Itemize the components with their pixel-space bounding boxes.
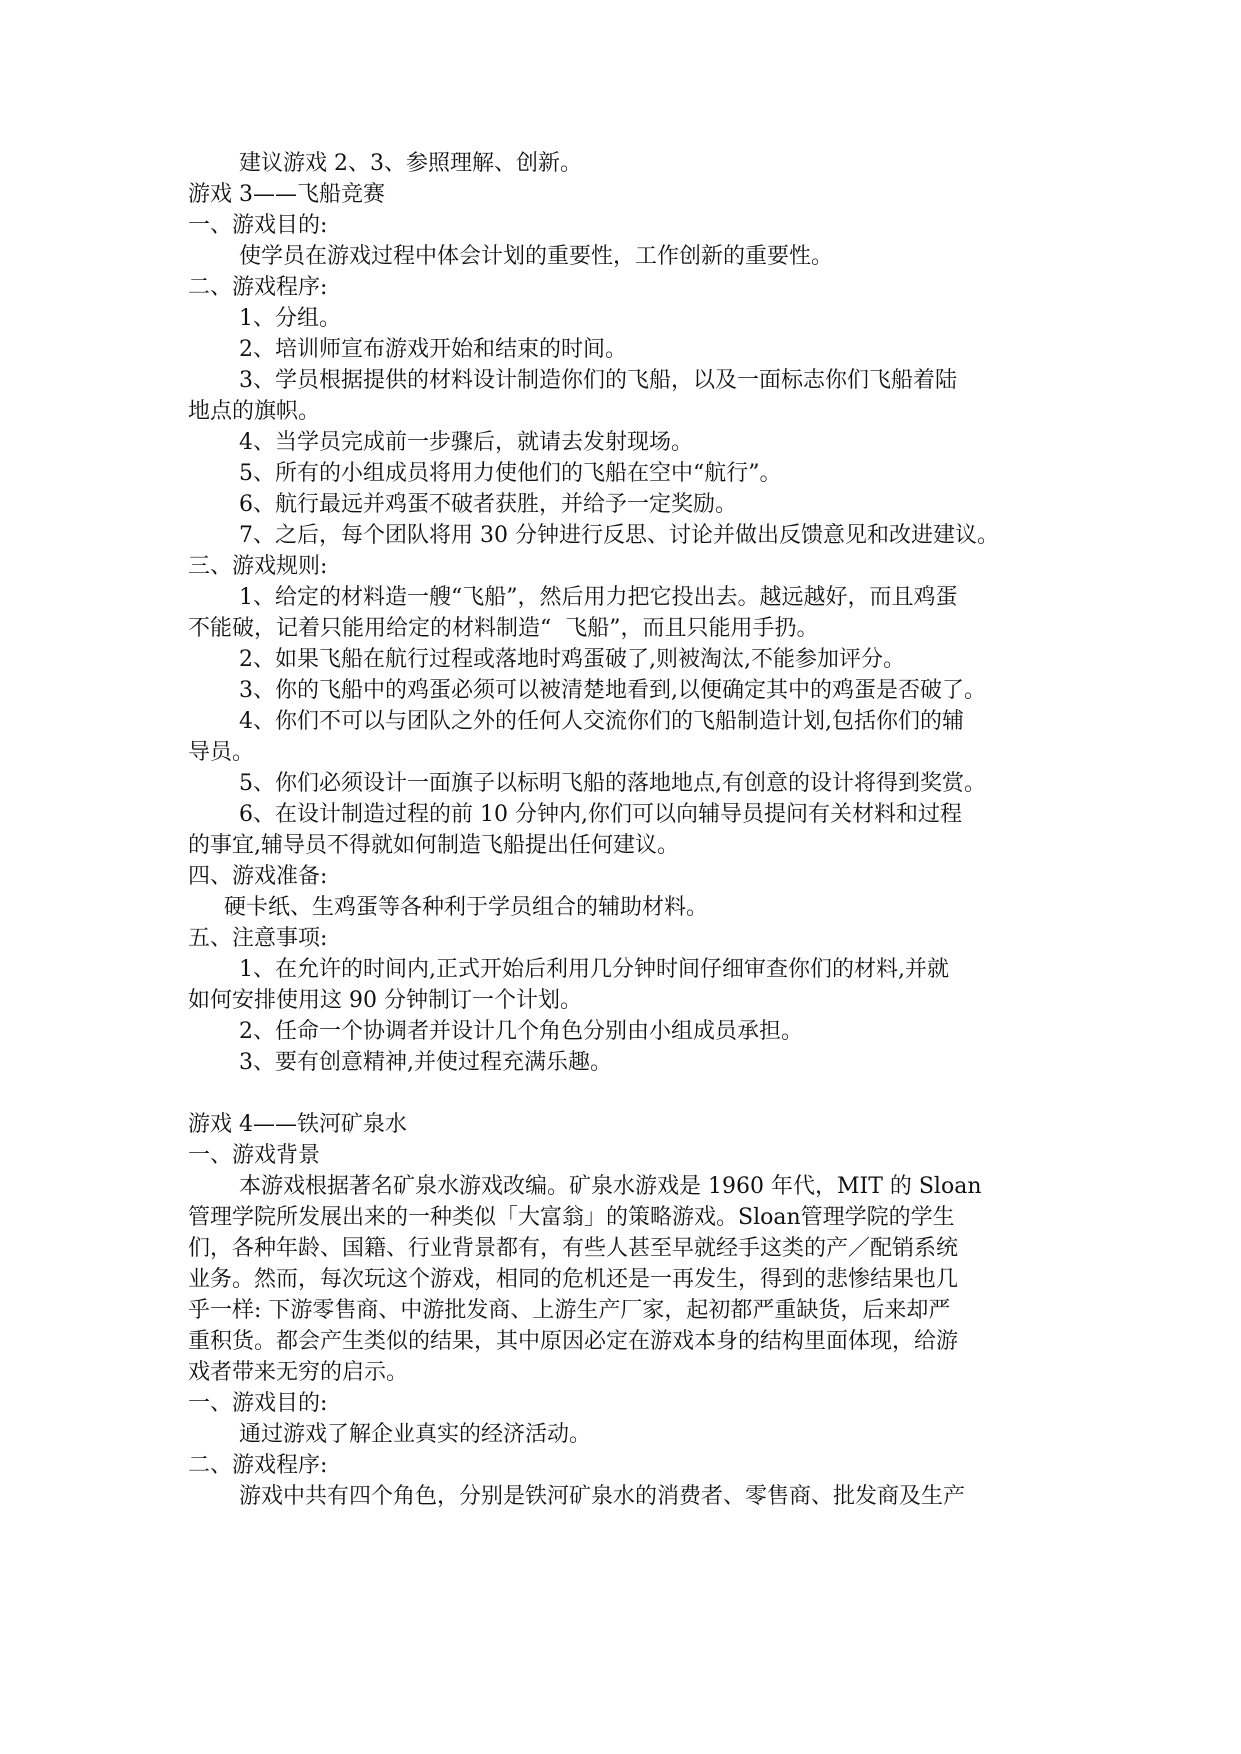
list-item: 5、所有的小组成员将用力使他们的飞船在空中“航行”。 — [239, 461, 782, 486]
text-line: 不能破，记着只能用给定的材料制造“ 飞船”，而且只能用手扔。 — [188, 616, 819, 641]
text-line: 业务。然而，每次玩这个游戏，相同的危机还是一再发生，得到的悲惨结果也几 — [188, 1267, 959, 1292]
subsection-heading: 一、游戏背景 — [188, 1143, 321, 1168]
text-line: 使学员在游戏过程中体会计划的重要性，工作创新的重要性。 — [239, 244, 834, 269]
document-page — [188, 148, 1068, 1512]
list-item: 3、要有创意精神,并使过程充满乐趣。 — [239, 1050, 612, 1075]
subsection-heading: 一、游戏目的: — [188, 213, 328, 238]
list-item: 4、你们不可以与团队之外的任何人交流你们的飞船制造计划,包括你们的辅 — [239, 709, 964, 734]
section-heading: 游戏 3——飞船竞赛 — [188, 182, 385, 207]
text-line: 如何安排使用这 90 分钟制订一个计划。 — [188, 988, 582, 1013]
list-item: 7、之后，每个团队将用 30 分钟进行反思、讨论并做出反馈意见和改进建议。 — [239, 523, 999, 548]
subsection-heading: 四、游戏准备: — [188, 864, 328, 889]
text-line: 通过游戏了解企业真实的经济活动。 — [239, 1422, 592, 1447]
text-line: 戏者带来无穷的启示。 — [188, 1360, 409, 1385]
paragraph-gap — [188, 1078, 1068, 1109]
list-item: 1、在允许的时间内,正式开始后利用几分钟时间仔细审查你们的材料,并就 — [239, 957, 949, 982]
subsection-heading: 二、游戏程序: — [188, 1453, 328, 1478]
text-line: 硬卡纸、生鸡蛋等各种利于学员组合的辅助材料。 — [224, 895, 709, 920]
text-line: 乎一样: 下游零售商、中游批发商、上游生产厂家，起初都严重缺货，后来却严 — [188, 1298, 951, 1323]
list-item: 4、当学员完成前一步骤后，就请去发射现场。 — [239, 430, 693, 455]
list-item: 5、你们必须设计一面旗子以标明飞船的落地地点,有创意的设计将得到奖赏。 — [239, 771, 986, 796]
list-item: 6、航行最远并鸡蛋不破者获胜，并给予一定奖励。 — [239, 492, 737, 517]
subsection-heading: 二、游戏程序: — [188, 275, 328, 300]
subsection-heading: 五、注意事项: — [188, 926, 328, 951]
text-line: 管理学院所发展出来的一种类似「大富翁」的策略游戏。Sloan管理学院的学生 — [188, 1205, 955, 1230]
list-item: 3、你的飞船中的鸡蛋必须可以被清楚地看到,以便确定其中的鸡蛋是否破了。 — [239, 678, 986, 703]
subsection-heading: 三、游戏规则: — [188, 554, 328, 579]
section-heading: 游戏 4——铁河矿泉水 — [188, 1112, 407, 1137]
text-line: 重积货。都会产生类似的结果，其中原因必定在游戏本身的结构里面体现，给游 — [188, 1329, 959, 1354]
list-item: 1、给定的材料造一艘“飞船”，然后用力把它投出去。越远越好，而且鸡蛋 — [239, 585, 958, 610]
text-line: 导员。 — [188, 740, 255, 765]
list-item: 1、分组。 — [239, 306, 341, 331]
text-line: 的事宜,辅导员不得就如何制造飞船提出任何建议。 — [188, 833, 679, 858]
list-item: 3、学员根据提供的材料设计制造你们的飞船，以及一面标志你们飞船着陆 — [239, 368, 957, 393]
list-item: 2、培训师宣布游戏开始和结束的时间。 — [239, 337, 627, 362]
list-item: 2、任命一个协调者并设计几个角色分别由小组成员承担。 — [239, 1019, 803, 1044]
text-line: 地点的旗帜。 — [188, 399, 321, 424]
text-line: 本游戏根据著名矿泉水游戏改编。矿泉水游戏是 1960 年代，MIT 的 Sloan — [239, 1174, 982, 1199]
list-item: 6、在设计制造过程的前 10 分钟内,你们可以向辅导员提问有关材料和过程 — [239, 802, 962, 827]
text-line: 建议游戏 2、3、参照理解、创新。 — [239, 151, 582, 176]
text-line: 游戏中共有四个角色，分别是铁河矿泉水的消费者、零售商、批发商及生产 — [239, 1484, 966, 1509]
subsection-heading: 一、游戏目的: — [188, 1391, 328, 1416]
list-item: 2、如果飞船在航行过程或落地时鸡蛋破了,则被淘汰,不能参加评分。 — [239, 647, 905, 672]
text-line: 们，各种年龄、国籍、行业背景都有，有些人甚至早就经手这类的产／配销系统 — [188, 1236, 959, 1261]
